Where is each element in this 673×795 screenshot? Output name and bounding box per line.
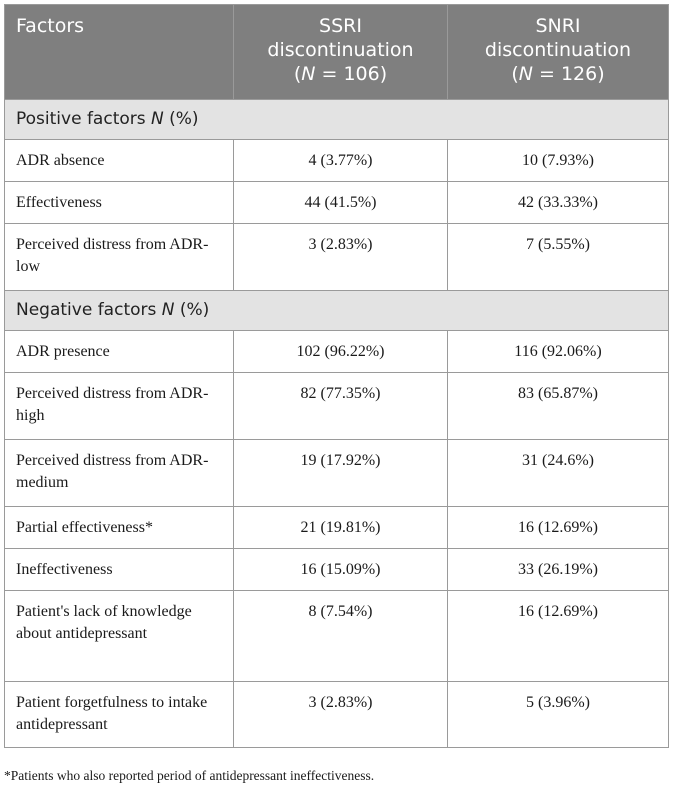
snri-cell: 16 (12.69%) [448,507,669,549]
factor-cell: Patient forgetfulness to intake antidepressant [5,682,234,748]
factor-cell: Effectiveness [5,182,234,224]
snri-cell: 42 (33.33%) [448,182,669,224]
snri-cell: 16 (12.69%) [448,591,669,682]
table-row [5,591,669,682]
table-row [5,140,669,182]
table-row [5,682,669,748]
snri-cell: 83 (65.87%) [448,373,669,440]
discontinuation-factors-table [4,4,669,748]
ssri-cell: 19 (17.92%) [234,440,448,507]
header-factors: Factors [5,5,234,100]
header-snri: SNRI discontinuation (N = 126) [448,5,669,100]
header-row [5,5,669,100]
section-positive [5,100,669,140]
ssri-cell: 44 (41.5%) [234,182,448,224]
ssri-cell: 4 (3.77%) [234,140,448,182]
table-row [5,182,669,224]
ssri-cell: 8 (7.54%) [234,591,448,682]
ssri-cell: 3 (2.83%) [234,224,448,291]
factor-cell: Perceived distress from ADR-high [5,373,234,440]
snri-cell: 10 (7.93%) [448,140,669,182]
snri-cell: 33 (26.19%) [448,549,669,591]
table-row [5,440,669,507]
factor-cell: ADR absence [5,140,234,182]
table-footnote: *Patients who also reported period of antidepressant ineffectiveness. [4,768,375,783]
snri-cell: 116 (92.06%) [448,331,669,373]
table-row [5,549,669,591]
table-row [5,507,669,549]
ssri-cell: 3 (2.83%) [234,682,448,748]
ssri-cell: 21 (19.81%) [234,507,448,549]
table-row [5,373,669,440]
snri-cell: 5 (3.96%) [448,682,669,748]
snri-cell: 7 (5.55%) [448,224,669,291]
factor-cell: Partial effectiveness* [5,507,234,549]
ssri-cell: 16 (15.09%) [234,549,448,591]
section-positive-label: Positive factors N (%) [5,100,669,140]
snri-cell: 31 (24.6%) [448,440,669,507]
ssri-cell: 102 (96.22%) [234,331,448,373]
factor-cell: Perceived distress from ADR-medium [5,440,234,507]
header-ssri: SSRI discontinuation (N = 106) [234,5,448,100]
section-negative [5,291,669,331]
factor-cell: Patient's lack of knowledge about antidepressant [5,591,234,682]
factor-cell: ADR presence [5,331,234,373]
ssri-cell: 82 (77.35%) [234,373,448,440]
table-row [5,224,669,291]
factor-cell: Ineffectiveness [5,549,234,591]
section-negative-label: Negative factors N (%) [5,291,669,331]
factor-cell: Perceived distress from ADR-low [5,224,234,291]
table-row [5,331,669,373]
